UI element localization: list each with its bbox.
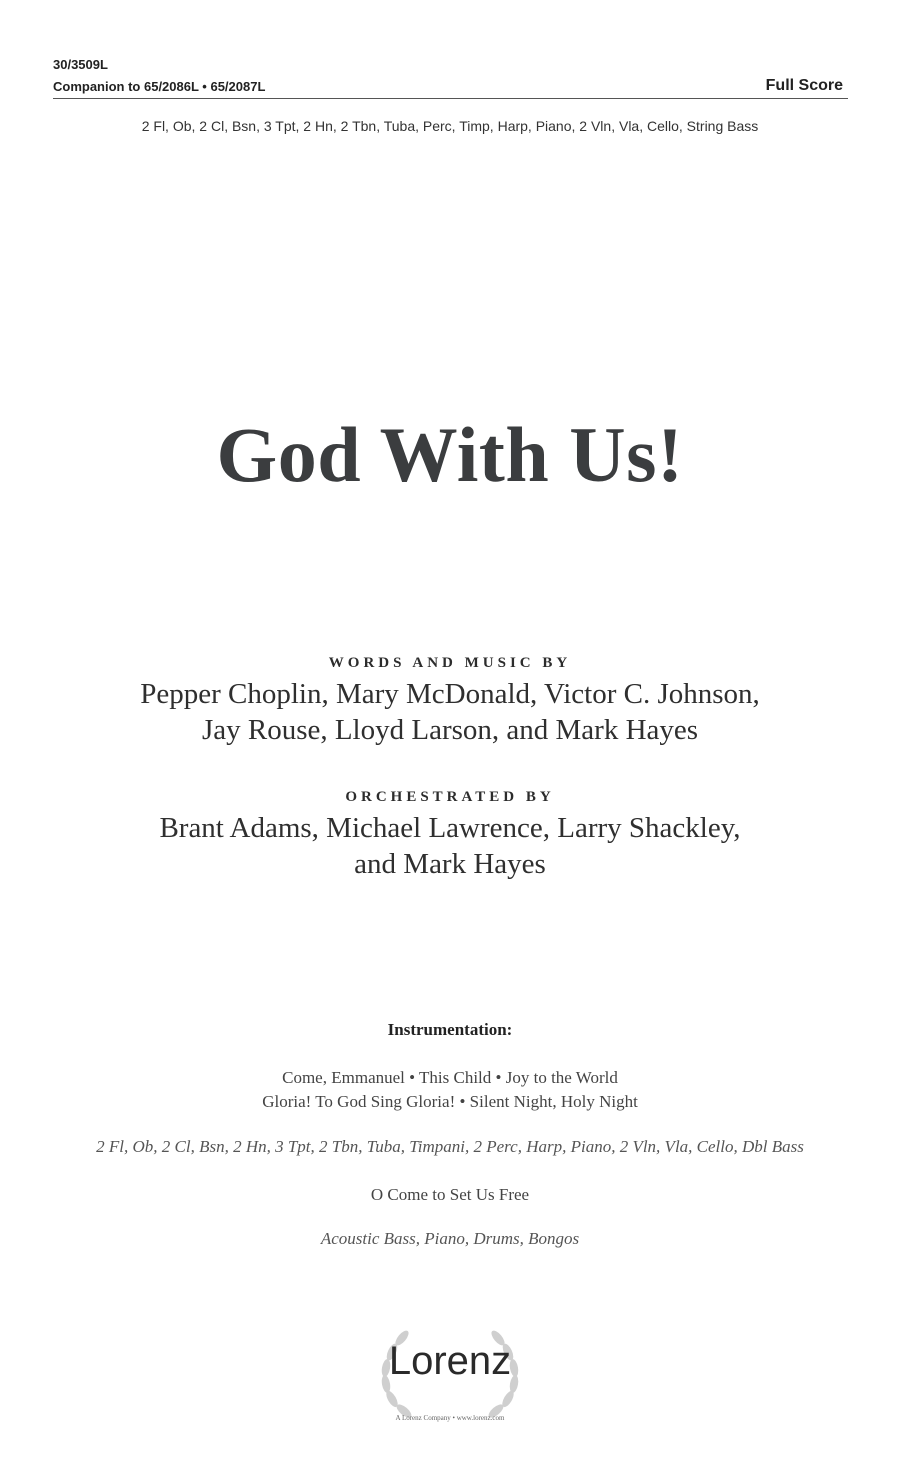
publisher-logo-text: Lorenz: [388, 1339, 512, 1383]
song-group-2-instruments: Acoustic Bass, Piano, Drums, Bongos: [320, 1229, 580, 1248]
composers: [0, 676, 900, 748]
page-title: God With Us!: [216, 411, 684, 498]
orchestrators-line-1: Brant Adams, Michael Lawrence, Larry Shackley,: [159, 812, 741, 844]
song-group-1: [0, 1066, 900, 1114]
companion-catalog: Companion to 65/2086L • 65/2087L: [53, 79, 266, 94]
publisher-tagline: A Lorenz Company • www.lorenz.com: [395, 1414, 505, 1422]
instrumentation-heading: Instrumentation:: [387, 1020, 513, 1039]
header-rule: [53, 98, 848, 99]
composers-line-1: Pepper Choplin, Mary McDonald, Victor C. Johnson,: [140, 678, 760, 710]
orchestrators: [0, 810, 900, 882]
song-group-1-line-1: Come, Emmanuel • This Child • Joy to the World: [282, 1068, 618, 1087]
song-group-1-instruments: 2 Fl, Ob, 2 Cl, Bsn, 2 Hn, 3 Tpt, 2 Tbn, Tuba, Timpani, 2 Perc, Harp, Piano, 2 Vln, Vla, Cello, Dbl Bass: [96, 1137, 804, 1156]
instrument-list: 2 Fl, Ob, 2 Cl, Bsn, 3 Tpt, 2 Hn, 2 Tbn, Tuba, Perc, Timp, Harp, Piano, 2 Vln, Vla, Cello, String Bass: [141, 118, 759, 134]
words-music-label: WORDS AND MUSIC BY: [328, 655, 572, 671]
song-group-1-line-2: Gloria! To God Sing Gloria! • Silent Night, Holy Night: [262, 1092, 638, 1111]
score-type: Full Score: [765, 77, 843, 94]
orchestrated-label: ORCHESTRATED BY: [345, 789, 555, 805]
song-group-2: O Come to Set Us Free: [370, 1185, 530, 1204]
composers-line-2: Jay Rouse, Lloyd Larson, and Mark Hayes: [201, 714, 699, 746]
orchestrators-line-2: and Mark Hayes: [354, 848, 546, 880]
catalog-number: 30/3509L: [53, 57, 108, 72]
